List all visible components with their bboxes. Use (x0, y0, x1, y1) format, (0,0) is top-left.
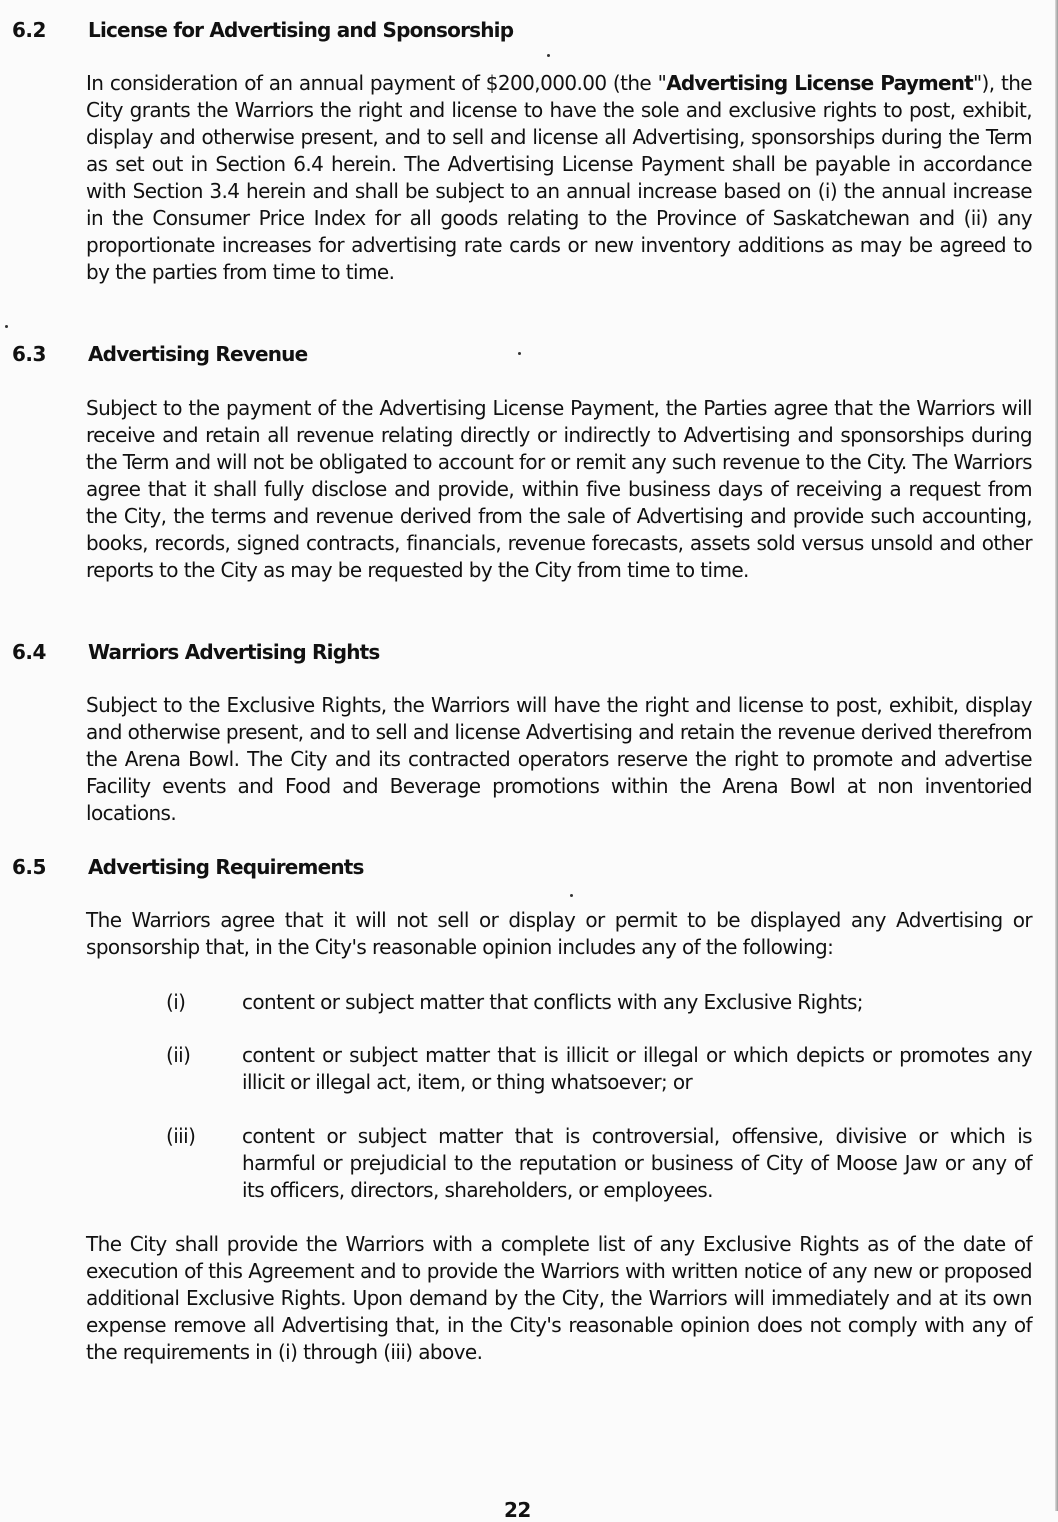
list-item: content or subject matter that is controversial, offensive, divisive or which is harmful or prejudicial to the reputation or business of City of Moose Jaw or any of its officers, directors, shareholders, or employees. (242, 1124, 1032, 1202)
section-number: 6.2 (12, 18, 46, 42)
section-title: Advertising Revenue (88, 342, 308, 366)
scan-speck (5, 325, 8, 328)
scan-speck (547, 54, 550, 57)
section-6-5-closing: The City shall provide the Warriors with a complete list of any Exclusive Rights as of the date of execution of this Agreement and to provide the Warriors with written notice of any new or proposed additional Exclusive Rights. Upon demand by the City, the Warriors will immediately and at its own expense remove all Advertising that, in the City's reasonable opinion does not comply with any of the requirements in (i) through (iii) above. (86, 1232, 1032, 1364)
list-item: content or subject matter that is illicit or illegal or which depicts or promotes any illicit or illegal act, item, or thing whatsoever; or (242, 1043, 1032, 1094)
section-number: 6.5 (12, 855, 46, 879)
section-6-3-paragraph: Subject to the payment of the Advertising License Payment, the Parties agree that the Warriors will receive and retain all revenue relating directly or indirectly to Advertising and sponsorships during the Term and will not be obligated to account for or remit any such revenue to the City. The Warriors agree that it shall fully disclose and provide, within five business days of receiving a request from the City, the terms and revenue derived from the sale of Advertising and provide such accounting, books, records, signed contracts, financials, revenue forecasts, assets sold versus unsold and other reports to the City as may be requested by the City from time to time. (86, 396, 1032, 582)
section-number: 6.3 (12, 342, 46, 366)
defined-term: Advertising License Payment (666, 71, 973, 95)
page-number: 22 (504, 1498, 531, 1522)
scan-speck (518, 352, 521, 355)
section-6-2-paragraph: In consideration of an annual payment of $200,000.00 (the "Advertising License Payment"), the City grants the Warriors the right and license to have the sole and exclusive rights to post, exhibit, display and otherwise present, and to sell and license all Advertising, sponsorships during the Term as set out in Section 6.4 herein. The Advertising License Payment shall be payable in accordance with Section 3.4 herein and shall be subject to an annual increase based on (i) the annual increase in the Consumer Price Index for all goods relating to the Province of Saskatchewan and (ii) any proportionate increases for advertising rate cards or new inventory additions as may be agreed to by the parties from time to time. (86, 71, 1032, 284)
list-item-label: (i) (166, 990, 186, 1014)
list-item: content or subject matter that conflicts with any Exclusive Rights; (242, 990, 863, 1014)
scan-speck (570, 894, 573, 897)
list-item-label: (ii) (166, 1043, 191, 1067)
section-6-5-intro: The Warriors agree that it will not sell or display or permit to be displayed any Advertising or sponsorship that, in the City's reasonable opinion includes any of the following: (86, 908, 1032, 959)
section-number: 6.4 (12, 640, 46, 664)
section-title: Advertising Requirements (88, 855, 364, 879)
section-6-4-paragraph: Subject to the Exclusive Rights, the Warriors will have the right and license to post, exhibit, display and otherwise present, and to sell and license Advertising and retain the revenue derived therefrom the Arena Bowl. The City and its contracted operators reserve the right to promote and advertise Facility events and Food and Beverage promotions within the Arena Bowl at non inventoried locations. (86, 693, 1032, 825)
section-title: License for Advertising and Sponsorship (88, 18, 514, 42)
list-item-label: (iii) (166, 1124, 196, 1148)
section-title: Warriors Advertising Rights (88, 640, 380, 664)
